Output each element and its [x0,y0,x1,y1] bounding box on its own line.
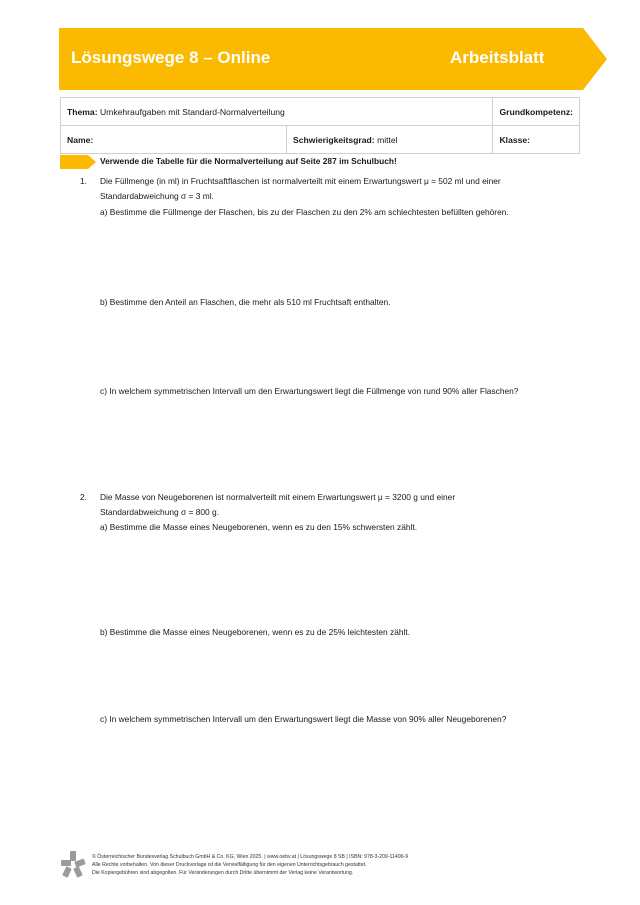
note-arrow-icon [60,155,96,169]
note-text: Verwende die Tabelle für die Normalverteilung auf Seite 287 im Schulbuch! [100,156,397,166]
footer [60,850,580,880]
task-text-line: Standardabweichung σ = 800 g. [100,507,220,517]
task-text-line: Standardabweichung σ = 3 ml. [100,191,214,201]
copyright-text [92,853,408,877]
task-text-line: Die Masse von Neugeborenen ist normalverteilt mit einem Erwartungswert μ = 3200 g und einer [100,492,456,502]
schwierigkeit-cell [287,126,493,154]
book-title: Lösungswege 8 – Online [71,48,271,67]
schwierigkeit-label: Schwierigkeitsgrad: [293,134,375,145]
task-number: 1. [80,176,87,186]
klasse-label: Klasse: [499,134,531,145]
publisher-logo-icon [60,850,86,878]
document-type: Arbeitsblatt [450,48,545,67]
name-cell [61,126,287,154]
name-label: Name: [67,134,94,145]
subtask-b: b) Bestimme den Anteil an Flaschen, die mehr als 510 ml Fruchtsaft enthalten. [100,297,391,307]
subtask-a: a) Bestimme die Masse eines Neugeborenen, wenn es zu den 15% schwersten zählt. [100,522,418,532]
grundkompetenz-label: Grundkompetenz: [499,106,573,117]
subtask-a: a) Bestimme die Füllmenge der Flaschen, bis zu der Flaschen zu den 2% am schlechtesten befüllten gehören. [100,207,509,217]
header-banner [59,28,607,90]
task-number: 2. [80,492,87,502]
info-table [60,97,580,154]
klasse-cell [493,126,580,154]
task-text-line: Die Füllmenge (in ml) in Fruchtsaftflaschen ist normalverteilt mit einem Erwartungswert μ = 502 ml und einer [100,176,501,186]
fees-line: Die Kopiergebühren sind abgegolten. Für Veränderungen durch Dritte übernimmt der Verlag keine Verantwortung. [92,870,354,876]
rights-line: Alle Rechte vorbehalten. Von dieser Druckvorlage ist die Vervielfältigung für den eigenen Unterrichtsgebrauch gestattet. [92,862,367,868]
subtask-b: b) Bestimme die Masse eines Neugeborenen, wenn es zu de 25% leichtesten zählt. [100,627,411,637]
subtask-c: c) In welchem symmetrischen Intervall um den Erwartungswert liegt die Masse von 90% aller Neugeborenen? [100,714,507,724]
thema-cell [61,98,493,126]
thema-label: Thema: [67,106,98,117]
subtask-c: c) In welchem symmetrischen Intervall um den Erwartungswert liegt die Füllmenge von rund 90% aller Flaschen? [100,386,519,396]
schwierigkeit-value: mittel [377,134,398,145]
thema-value: Umkehraufgaben mit Standard-Normalverteilung [99,106,285,117]
grundkompetenz-cell [493,98,580,126]
copyright-line: © Österreichischer Bundesverlag Schulbuch GmbH & Co. KG, Wien 2025. | www.oebv.at | Lösungswege 8 SB | ISBN: 978-3-209-11496-9 [92,854,409,860]
instruction-note [60,155,580,169]
